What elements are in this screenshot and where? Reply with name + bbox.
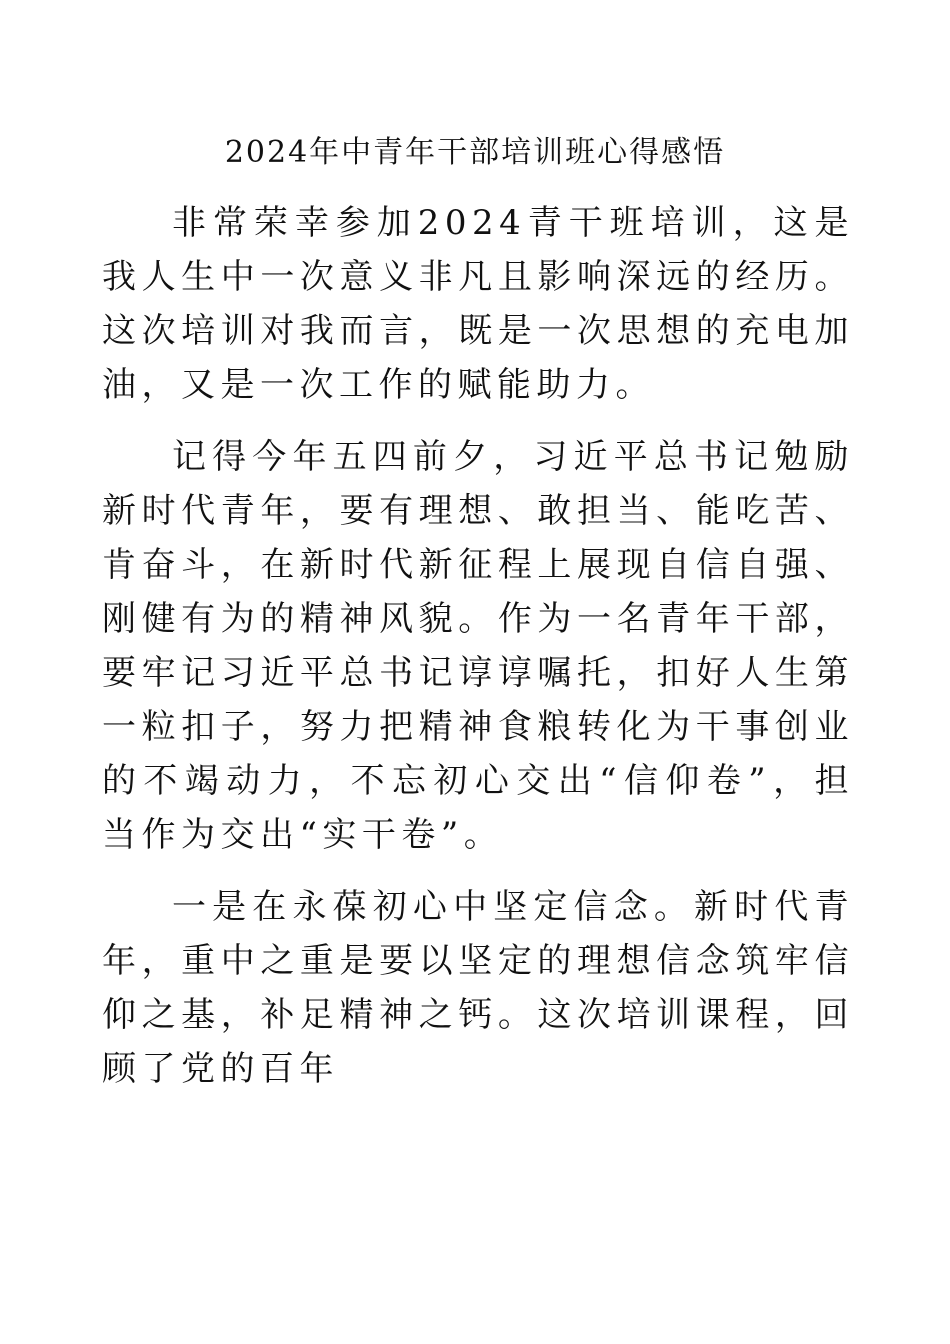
paragraph-point-one: 一是在永葆初心中坚定信念。新时代青年，重中之重是要以坚定的理想信念筑牢信仰之基，补足精神之钙。这次培训课程，回顾了党的百年 — [102, 887, 854, 1089]
document-body — [102, 196, 854, 1096]
paragraph-may-fourth: 记得今年五四前夕，习近平总书记勉励新时代青年，要有理想、敢担当、能吃苦、肯奋斗，在新时代新征程上展现自信自强、刚健有为的精神风貌。作为一名青年干部，要牢记习近平总书记谆谆嘱托，扣好人生第一粒扣子，努力把精神食粮转化为干事创业的不竭动力，不忘初心交出“信仰卷”，担当作为交出“实干卷”。 — [102, 437, 854, 855]
document-title: 2024年中青年干部培训班心得感悟 — [224, 135, 726, 170]
paragraph-intro: 非常荣幸参加2024青干班培训，这是我人生中一次意义非凡且影响深远的经历。这次培训对我而言，既是一次思想的充电加油，又是一次工作的赋能助力。 — [102, 203, 854, 405]
